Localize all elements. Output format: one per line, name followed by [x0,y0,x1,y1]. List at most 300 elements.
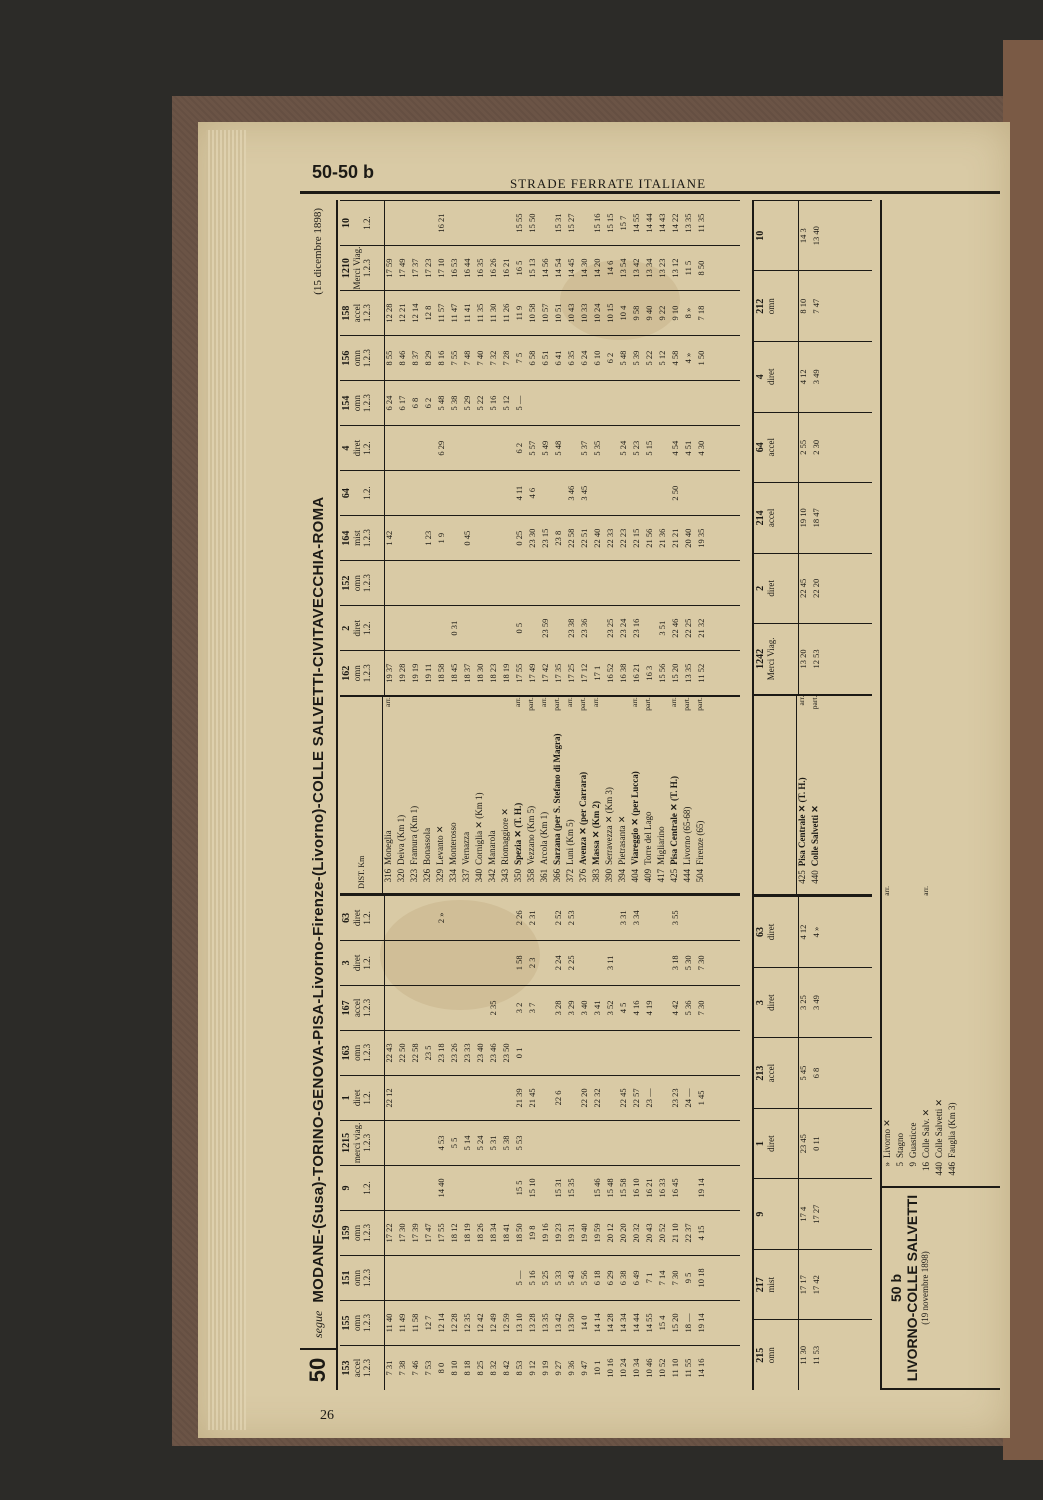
time-cell: 4 54 [670,440,680,456]
time-cell: 11 30 [798,1345,808,1365]
time-cell: 7 38 [397,1360,407,1376]
time-cell: 5 49 [540,440,550,456]
train-class: 1.2.3 [362,349,372,368]
train-class: 1.2.3 [362,304,372,323]
time-cell: 5 56 [579,1270,589,1286]
station-row [934,886,947,1186]
station-km: 350 [513,868,523,883]
arr-part-label: arr. [797,695,806,706]
station-row [810,696,823,895]
time-cell: 21 10 [670,1223,680,1243]
train-number: 64 [341,488,352,499]
time-cell: 16 21 [644,1178,654,1198]
time-cell: 23 33 [462,1043,472,1063]
time-cell: 18 30 [475,663,485,683]
time-cell: 3 7 [527,1002,537,1014]
time-cell: 17 22 [384,1223,394,1243]
station-km: 504 [695,868,705,883]
time-cell [658,561,671,605]
time-cell: 7 14 [657,1270,667,1286]
train-number: 213 [755,1065,766,1081]
time-cell: 14 16 [696,1358,706,1378]
station-km: 390 [604,868,614,883]
time-cell: 22 58 [410,1043,420,1063]
train-number: 159 [341,1225,352,1241]
arr-part-label [396,697,409,719]
time-cell [502,561,515,605]
station-km: 383 [591,868,601,883]
station-name: Luni (Km 5) [565,819,575,865]
train-class: 1.2.3 [362,574,372,593]
time-cell: 23 38 [566,618,576,638]
time-cell: 19 37 [384,663,394,683]
train-header [340,1166,385,1210]
arr-part-label [461,697,474,719]
station-row [656,697,669,893]
time-cell: 4 51 [683,440,693,456]
train-number: 1 [341,1095,352,1101]
station-km: 361 [539,868,549,883]
time-cell: 9 10 [670,305,680,321]
time-cell: 15 58 [618,1178,628,1198]
train-column-1210 [340,245,740,290]
time-cell [567,561,580,605]
time-cell: 22 25 [683,618,693,638]
arr-part-label [908,886,921,908]
train-type: diret [352,909,362,927]
time-cell: 11 55 [683,1358,693,1378]
time-cell [697,471,710,515]
time-cell: 8 0 [436,1362,446,1374]
train-column-163 [340,1030,740,1075]
train-class: 1.2.3 [362,1268,372,1287]
time-cell [658,1121,671,1165]
train-column-155 [340,1300,740,1345]
arr-part-label [422,697,435,719]
time-cell [489,1166,502,1210]
time-cell [489,941,502,985]
train-number: 1 [755,1141,766,1147]
time-cell: 16 52 [605,663,615,683]
station-km: 326 [422,868,432,883]
station-name: Colle Salv. ✕ [921,1108,931,1158]
time-cell: 19 28 [397,663,407,683]
time-cell [684,896,697,940]
time-cell [489,1256,502,1300]
station-km: 320 [396,868,406,883]
station-name: Livorno ✕ [882,1119,892,1158]
station-km: 425 [797,870,807,884]
segue-label: segue [310,1310,325,1338]
station-name: Levanto ✕ [435,825,445,865]
time-cell: 7 28 [501,350,511,366]
time-cell [541,1031,554,1075]
station-row [797,696,810,895]
train-number: 1210 [341,258,352,279]
time-cell: 4 53 [436,1135,446,1151]
time-cell [476,1076,489,1120]
time-cell [450,1166,463,1210]
time-cell [606,381,619,425]
time-cell: 3 29 [566,1000,576,1016]
train-type: accel [766,508,776,528]
connection-train-214 [754,482,872,553]
connection-train-10 [754,200,872,270]
time-cell [398,516,411,560]
time-cell [385,1256,398,1300]
time-cell: 9 58 [631,305,641,321]
train-header [754,897,799,967]
time-cell: 7 5 [514,352,524,364]
time-cell: 23 18 [436,1043,446,1063]
time-cell: 10 18 [696,1268,706,1288]
time-cell: 10 33 [579,303,589,323]
time-cell: 14 3 [798,228,808,244]
connection-train-3 [754,967,872,1038]
time-cell [398,1166,411,1210]
train-header [754,1179,799,1249]
time-cell: 9 12 [527,1360,537,1376]
time-cell [450,1076,463,1120]
time-cell: 9 47 [579,1360,589,1376]
time-cell: 1 42 [384,530,394,546]
time-cell [385,1166,398,1210]
station-row [409,697,422,893]
time-cell: 10 24 [618,1358,628,1378]
connection-train-215 [754,1319,872,1390]
train-number: 9 [755,1211,766,1217]
time-cell: 12 28 [449,1313,459,1333]
station-name: Moneglia [383,830,393,865]
time-cell [463,561,476,605]
time-cell: 3 25 [798,995,808,1011]
train-header [340,1031,385,1075]
time-cell [437,471,450,515]
time-cell: 5 23 [631,440,641,456]
time-cell: 16 21 [436,213,446,233]
time-cell: 10 58 [527,303,537,323]
time-cell: 17 10 [436,258,446,278]
train-header [340,561,385,605]
time-cell: 13 54 [618,258,628,278]
time-cell: 9 19 [540,1360,550,1376]
arr-part-label [947,886,960,908]
time-cell: 20 52 [657,1223,667,1243]
time-cell [424,471,437,515]
time-cell: 21 32 [696,618,706,638]
time-cell: 23 5 [423,1045,433,1061]
time-cell: 24 — [683,1088,693,1108]
time-cell: 8 42 [501,1360,511,1376]
time-cell: 14 43 [657,213,667,233]
time-cell: 3 45 [579,485,589,501]
time-cell: 5 22 [475,395,485,411]
time-cell: 19 16 [540,1223,550,1243]
time-cell [463,606,476,650]
time-cell: 12 21 [397,303,407,323]
station-km: 444 [682,868,692,883]
time-cell: 19 59 [592,1223,602,1243]
station-name: Livorno (65-68) [682,806,692,865]
time-cell: 7 40 [475,350,485,366]
train-type: omn [352,395,362,412]
train-column-167 [340,985,740,1030]
time-cell [684,1031,697,1075]
time-cell [671,1031,684,1075]
time-cell: 15 56 [657,663,667,683]
time-cell: 1 45 [696,1090,706,1106]
time-cell [580,941,593,985]
time-cell [411,1166,424,1210]
distance-header: DIST. Km [340,697,383,893]
time-cell: 21 56 [644,528,654,548]
time-cell: 0 25 [514,530,524,546]
train-class: 1.2.3 [362,1359,372,1377]
time-cell: 5 12 [657,350,667,366]
time-cell: 11 57 [436,303,446,323]
time-cell: 1 9 [436,532,446,544]
time-cell: 5 — [514,395,524,411]
time-cell: 14 55 [644,1313,654,1333]
train-column-3 [340,940,740,985]
train-class: 1.2. [362,956,372,970]
time-cell: 8 50 [696,260,706,276]
time-cell: 17 4 [798,1206,808,1222]
time-cell [580,381,593,425]
train-header [754,968,799,1038]
time-cell: 14 45 [566,258,576,278]
train-class: 1.2. [362,621,372,635]
connection-train-2 [754,553,872,624]
arr-part-label [435,697,448,719]
station-km: 316 [383,868,393,883]
station-row [448,697,461,893]
train-header [340,201,385,245]
station-name: Framura (Km 1) [409,805,419,865]
time-cell: 19 31 [566,1223,576,1243]
train-number: 167 [341,1000,352,1016]
train-type: diret [766,1135,776,1152]
time-cell [398,896,411,940]
station-row [682,697,695,893]
time-cell: 15 48 [605,1178,615,1198]
train-column-159 [340,1210,740,1255]
train-header [340,336,385,380]
time-cell: 6 29 [436,440,446,456]
station-name: Stagno [895,1132,905,1158]
time-cell [411,941,424,985]
time-cell: 5 43 [566,1270,576,1286]
station-name: Vernazza [461,831,471,865]
time-cell: 8 10 [449,1360,459,1376]
time-cell: 13 35 [683,663,693,683]
time-cell: 11 10 [670,1358,680,1378]
connection-train-217 [754,1249,872,1320]
train-class: 1.2. [362,216,372,230]
time-cell: 17 27 [811,1204,821,1224]
time-cell: 6 24 [384,395,394,411]
time-cell: 22 40 [592,528,602,548]
arr-part-label [409,697,422,719]
time-cell: 9 22 [657,305,667,321]
train-header [340,1256,385,1300]
train-header [754,342,799,412]
train-type: omn [352,350,362,367]
train-column-152 [340,560,740,605]
time-cell: 2 55 [798,439,808,455]
time-cell [593,561,606,605]
time-cell [424,1256,437,1300]
time-cell [632,1121,645,1165]
train-header [340,1301,385,1345]
time-cell [463,1166,476,1210]
sub-section-number: 50 b [888,1274,904,1303]
train-column-64 [340,470,740,515]
time-cell: 17 55 [514,663,524,683]
time-cell [424,986,437,1030]
time-cell: 3 11 [605,955,615,971]
station-km: 376 [578,868,588,883]
train-type: omn [352,1224,362,1241]
time-cell: 5 36 [683,1000,693,1016]
time-cell: 4 30 [696,440,706,456]
station-row [669,697,682,893]
station-row [461,697,474,893]
time-cell: 17 49 [527,663,537,683]
time-cell [411,561,424,605]
time-cell: 3 49 [811,369,821,385]
arr-part-label: part. [810,695,819,710]
time-cell [528,561,541,605]
time-cell: 9 36 [566,1360,576,1376]
train-number: 155 [341,1315,352,1331]
time-cell: 23 45 [798,1134,808,1154]
train-header [754,624,799,694]
train-number: 9 [341,1185,352,1191]
time-cell: 2 30 [811,439,821,455]
station-km: 9 [908,1162,918,1167]
time-cell: 4 12 [798,369,808,385]
time-cell [554,381,567,425]
time-cell: 11 41 [462,303,472,323]
time-cell: 11 30 [488,303,498,323]
time-cell [684,471,697,515]
station-row [474,697,487,893]
time-cell: 13 28 [527,1313,537,1333]
train-number: 63 [755,927,766,938]
time-cell: 0 11 [811,1136,821,1151]
train-number: 64 [755,442,766,453]
time-cell: 21 21 [670,528,680,548]
station-row [552,697,565,893]
time-cell [632,941,645,985]
time-cell: 8 » [683,307,693,319]
time-cell [437,561,450,605]
train-header [340,941,385,985]
time-cell: 15 13 [527,258,537,278]
time-cell: 6 58 [527,350,537,366]
time-cell [684,561,697,605]
time-cell: 10 34 [631,1358,641,1378]
time-cell [554,561,567,605]
time-cell [619,471,632,515]
time-cell [398,606,411,650]
station-row [500,697,513,893]
time-cell: 3 28 [553,1000,563,1016]
time-cell: 19 8 [527,1225,537,1241]
time-cell [554,1121,567,1165]
time-cell: 17 39 [410,1223,420,1243]
time-cell: 2 » [436,912,446,924]
time-cell: 5 45 [798,1065,808,1081]
time-cell [489,896,502,940]
time-cell [658,381,671,425]
time-cell: 16 35 [475,258,485,278]
time-cell: 11 9 [514,305,524,321]
arr-part-label: part. [578,697,587,711]
time-cell [385,896,398,940]
station-km: 404 [630,868,640,883]
station-name: Pietrasanta ✕ [617,815,627,865]
train-class: 1.2. [362,441,372,455]
train-header [340,1211,385,1255]
time-cell [411,426,424,470]
time-cell: 5 — [514,1270,524,1286]
time-cell [385,561,398,605]
time-cell: 17 59 [384,258,394,278]
time-cell [385,606,398,650]
time-cell [411,1076,424,1120]
time-cell [450,986,463,1030]
time-cell: 23 59 [540,618,550,638]
time-cell: 18 23 [488,663,498,683]
train-header [340,651,385,695]
time-cell: 5 22 [644,350,654,366]
time-cell: 7 30 [670,1270,680,1286]
time-cell: 22 33 [605,528,615,548]
time-cell [593,1121,606,1165]
arr-part-label: part. [643,697,652,711]
time-cell: 4 15 [696,1225,706,1241]
time-cell: 6 51 [540,350,550,366]
station-km: 394 [617,868,627,883]
train-class: 1.2.3 [362,529,372,548]
train-header [754,1109,799,1179]
time-cell: 15 15 [605,213,615,233]
time-cell: 17 12 [579,663,589,683]
time-cell: 3 41 [592,1000,602,1016]
train-header [754,1250,799,1320]
station-km: 16 [921,1162,931,1171]
time-cell: 23 — [644,1088,654,1108]
time-cell: 12 59 [501,1313,511,1333]
time-cell: 16 38 [618,663,628,683]
route-title: MODANE-(Susa)-TORINO-GENOVA-PISA-Livorno-Firenze-(Livorno)-COLLE SALVETTI-CIVITAVECCHIA-ROMA [309,496,327,1303]
time-cell [658,1031,671,1075]
time-cell [450,471,463,515]
time-cell: 6 49 [631,1270,641,1286]
train-type: diret [352,439,362,457]
train-type: diret [352,1089,362,1107]
train-type: omn [352,1269,362,1286]
time-cell [411,606,424,650]
station-km: 358 [526,868,536,883]
time-cell: 7 46 [410,1360,420,1376]
time-cell [424,606,437,650]
time-cell: 8 53 [514,1360,524,1376]
train-class: 1.2.3 [362,1043,372,1062]
station-name: Serravezza ✕ (Km 3) [604,787,614,865]
